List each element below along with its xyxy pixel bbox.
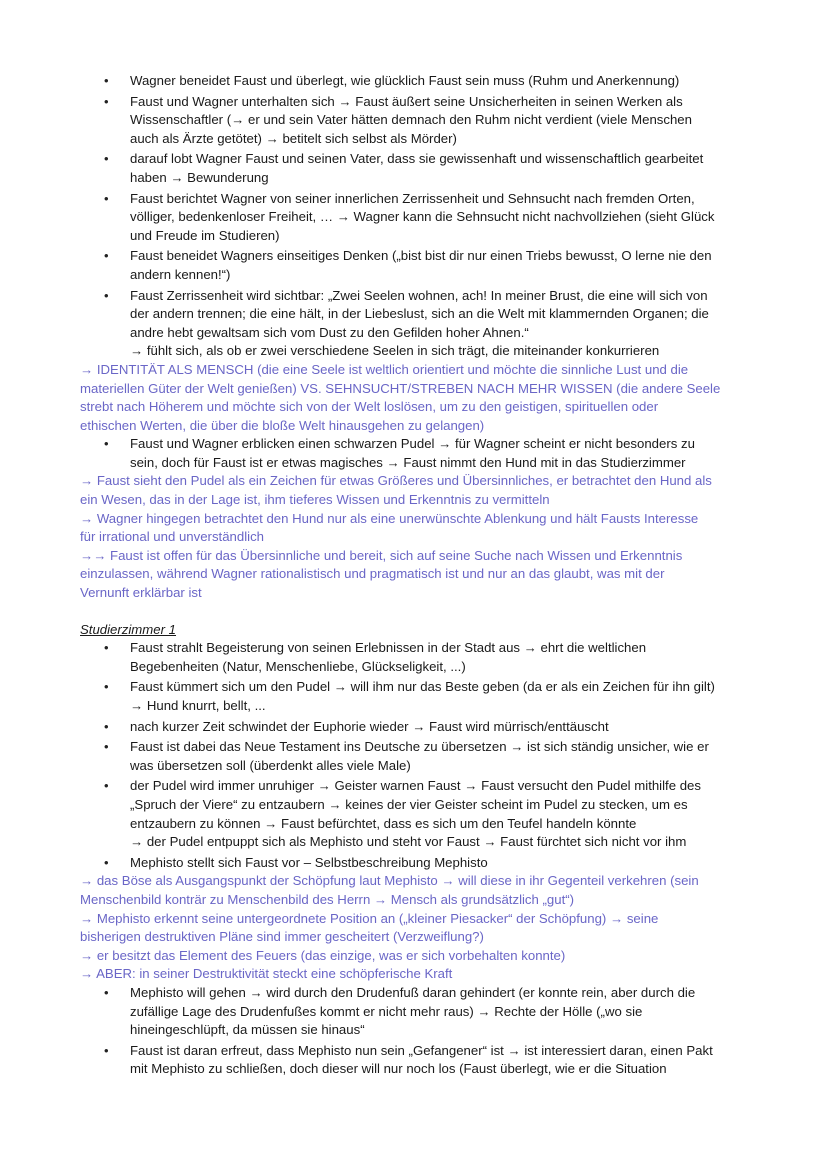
bullet-item <box>0 93 828 149</box>
bullet-dot-icon: • <box>104 778 109 794</box>
annotation-line: Vernunft erklärbar ist <box>80 585 202 601</box>
annotation-line: Menschenbild konträr zu Menschenbild des Herrn → Mensch als grundsätzlich „gut“) <box>80 891 575 907</box>
bullet-dot-icon: • <box>104 640 109 656</box>
annotation-line: ein Wesen, das in der Lage ist, ihm tieferes Wissen und Erkenntnis zu vermitteln <box>80 492 550 508</box>
annotation-mephisto <box>0 872 828 984</box>
bullet-dot-icon: • <box>104 73 109 88</box>
bullet-dot-icon: • <box>104 436 109 452</box>
bullet-item <box>0 150 828 187</box>
annotation-line: → Faust sieht den Pudel als ein Zeichen für etwas Größeres und Übersinnliches, er betrachtet den Hund als <box>80 473 712 489</box>
bullet-dot-icon: • <box>104 679 109 695</box>
bullet-dot-icon: • <box>104 854 109 870</box>
bullet-line: Mephisto will gehen → wird durch den Drudenfuß daran gehindert (er konnte rein, aber durch die <box>130 984 696 1000</box>
bullet-line: Faust kümmert sich um den Pudel → will ihm nur das Beste geben (da er als ein Zeichen für ihn gilt) <box>130 679 715 695</box>
annotation-line: → Wagner hingegen betrachtet den Hund nur als eine unerwünschte Ablenkung und hält Fausts Interesse <box>80 510 699 526</box>
bullet-line: der Pudel wird immer unruhiger → Geister warnen Faust → Faust versucht den Pudel mithilfe des <box>130 778 701 794</box>
bullet-item <box>0 287 828 361</box>
bullet-line: der andern trennen; die eine hält, in der Liebeslust, sich an die Welt mit klammernden Organen; die <box>130 306 709 322</box>
bullet-line: nach kurzer Zeit schwindet der Euphorie wieder → Faust wird mürrisch/enttäuscht <box>130 718 609 734</box>
bullet-line: Begebenheiten (Natur, Menschenliebe, Glückseligkeit, ...) <box>130 658 466 674</box>
bullet-dot-icon: • <box>104 1042 109 1058</box>
bullet-line: haben → Bewunderung <box>130 169 269 185</box>
annotation-identity <box>0 361 828 435</box>
bullet-line: und Freude im Studieren) <box>130 227 280 243</box>
bullet-dot-icon: • <box>104 93 109 109</box>
bullet-list-mephisto <box>0 984 828 1079</box>
annotation-line: strebt nach Höherem und möchte sich von der Welt loslösen, um zu den geistigen, spirituellen oder <box>80 399 659 415</box>
bullet-line: Faust und Wagner unterhalten sich → Faust äußert seine Unsicherheiten in seinen Werken als <box>130 93 683 109</box>
bullet-item <box>0 435 828 472</box>
bullet-line: Faust Zerrissenheit wird sichtbar: „Zwei Seelen wohnen, ach! In meiner Brust, die eine will sich von <box>130 287 708 303</box>
bullet-line: Mephisto stellt sich Faust vor – Selbstbeschreibung Mephisto <box>130 854 488 870</box>
bullet-line: zufällige Lage des Drudenfußes kommt er nicht mehr raus) → Rechte der Hölle („wo sie <box>130 1003 643 1019</box>
bullet-item <box>0 718 828 737</box>
bullet-line: Faust strahlt Begeisterung von seinen Erlebnissen in der Stadt aus → ehrt die weltlichen <box>130 640 647 656</box>
annotation-line: ethischen Werten, die über die bloße Welt hinausgehen zu gelangen) <box>80 417 485 433</box>
bullet-line: darauf lobt Wagner Faust und seinen Vater, dass sie gewissenhaft und wissenschaftlich gearbeitet <box>130 151 704 167</box>
bullet-dot-icon: • <box>104 190 109 206</box>
bullet-item <box>0 1042 828 1079</box>
bullet-line: sein, doch für Faust ist er etwas magisches → Faust nimmt den Hund mit in das Studierzimmer <box>130 454 686 470</box>
bullet-line: andern kennen!“) <box>130 266 231 282</box>
bullet-dot-icon: • <box>104 287 109 303</box>
annotation-line: → ABER: in seiner Destruktivität steckt eine schöpferische Kraft <box>80 966 453 982</box>
bullet-dot-icon: • <box>104 739 109 755</box>
document-page <box>0 72 828 1079</box>
annotation-line: für irrational und unverständlich <box>80 529 264 545</box>
bullet-item <box>0 854 828 873</box>
bullet-line: was übersetzen soll (überdenkt alles viele Male) <box>130 757 411 773</box>
section-heading-studierzimmer: Studierzimmer 1 <box>80 621 177 637</box>
bullet-line: Faust beneidet Wagners einseitiges Denken („bist bist dir nur einen Triebs bewusst, O lerne nie den <box>130 248 712 264</box>
bullet-item <box>0 777 828 851</box>
bullet-dot-icon: • <box>104 984 109 1000</box>
bullet-list-poodle <box>0 435 828 472</box>
bullet-list-studierzimmer <box>0 639 828 872</box>
annotation-line: → IDENTITÄT ALS MENSCH (die eine Seele ist weltlich orientiert und möchte die sinnliche Lust und die <box>80 361 689 377</box>
annotation-poodle <box>0 472 828 602</box>
bullet-item <box>0 639 828 676</box>
bullet-line: Wissenschaftler (→ er und sein Vater hätten demnach den Ruhm nicht verdient (viele Menschen <box>130 112 692 128</box>
annotation-line: materiellen Güter der Welt genießen) VS. SEHNSUCHT/STREBEN NACH MEHR WISSEN (die andere Seele <box>80 380 721 396</box>
bullet-line: Faust und Wagner erblicken einen schwarzen Pudel → für Wagner scheint er nicht besonders zu <box>130 436 695 452</box>
annotation-line: →→ Faust ist offen für das Übersinnliche und bereit, sich auf seine Suche nach Wissen und Erkenntnis <box>80 547 683 563</box>
bullet-line: entzaubern zu können → Faust befürchtet, dass es sich um den Teufel handeln könnte <box>130 815 637 831</box>
bullet-line: völliger, bedenkenloser Freiheit, … → Wagner kann die Sehnsucht nicht nachvollziehen (sieht Glück <box>130 209 715 225</box>
bullet-item <box>0 190 828 246</box>
bullet-line: Faust berichtet Wagner von seiner innerlichen Zerrissenheit und Sehnsucht nach fremden Orten, <box>130 190 695 206</box>
annotation-line: → er besitzt das Element des Feuers (das einzige, was er sich vorbehalten konnte) <box>80 947 566 963</box>
bullet-dot-icon: • <box>104 718 109 734</box>
bullet-line: Faust ist daran erfreut, dass Mephisto nun sein „Gefangener“ ist → ist interessiert daran, einen Pakt <box>130 1042 713 1058</box>
bullet-item <box>0 247 828 284</box>
annotation-line: bisherigen destruktiven Pläne sind immer gescheitert (Verzweiflung?) <box>80 929 484 945</box>
bullet-line: hineingeschlüpft, da müssen sie hinaus“ <box>130 1022 365 1038</box>
bullet-item <box>0 72 828 91</box>
bullet-line: Wagner beneidet Faust und überlegt, wie glücklich Faust sein muss (Ruhm und Anerkennung) <box>130 73 680 88</box>
bullet-line: Faust ist dabei das Neue Testament ins Deutsche zu übersetzen → ist sich ständig unsicher, wie er <box>130 739 709 755</box>
bullet-line: → Hund knurrt, bellt, ... <box>130 698 266 713</box>
bullet-line: → fühlt sich, als ob er zwei verschiedene Seelen in sich trägt, die miteinander konkurrieren <box>130 343 660 359</box>
bullet-line: → der Pudel entpuppt sich als Mephisto und steht vor Faust → Faust fürchtet sich nicht vor ihm <box>130 834 687 850</box>
bullet-item <box>0 738 828 775</box>
bullet-line: auch als Ärzte getötet) → betitelt sich selbst als Mörder) <box>130 130 457 146</box>
bullet-item <box>0 984 828 1040</box>
bullet-dot-icon: • <box>104 248 109 264</box>
bullet-list-wagner <box>0 72 828 361</box>
bullet-item <box>0 678 828 715</box>
bullet-line: „Spruch der Viere“ zu entzaubern → keines der vier Geister scheint im Pudel zu stecken, um es <box>130 796 688 812</box>
bullet-dot-icon: • <box>104 151 109 167</box>
annotation-line: → das Böse als Ausgangspunkt der Schöpfung laut Mephisto → will diese in ihr Gegenteil verkehren (sein <box>80 873 699 889</box>
bullet-line: andre hebt gewaltsam sich vom Dust zu den Gefilden hoher Ahnen.“ <box>130 324 529 340</box>
bullet-line: mit Mephisto zu schließen, doch dieser will nur noch los (Faust überlegt, wie er die Situation <box>130 1061 667 1077</box>
annotation-line: einzulassen, während Wagner rationalistisch und pragmatisch ist und nur an das glaubt, was mit der <box>80 566 665 582</box>
annotation-line: → Mephisto erkennt seine untergeordnete Position an („kleiner Piesacker“ der Schöpfung) → seine <box>80 910 659 926</box>
